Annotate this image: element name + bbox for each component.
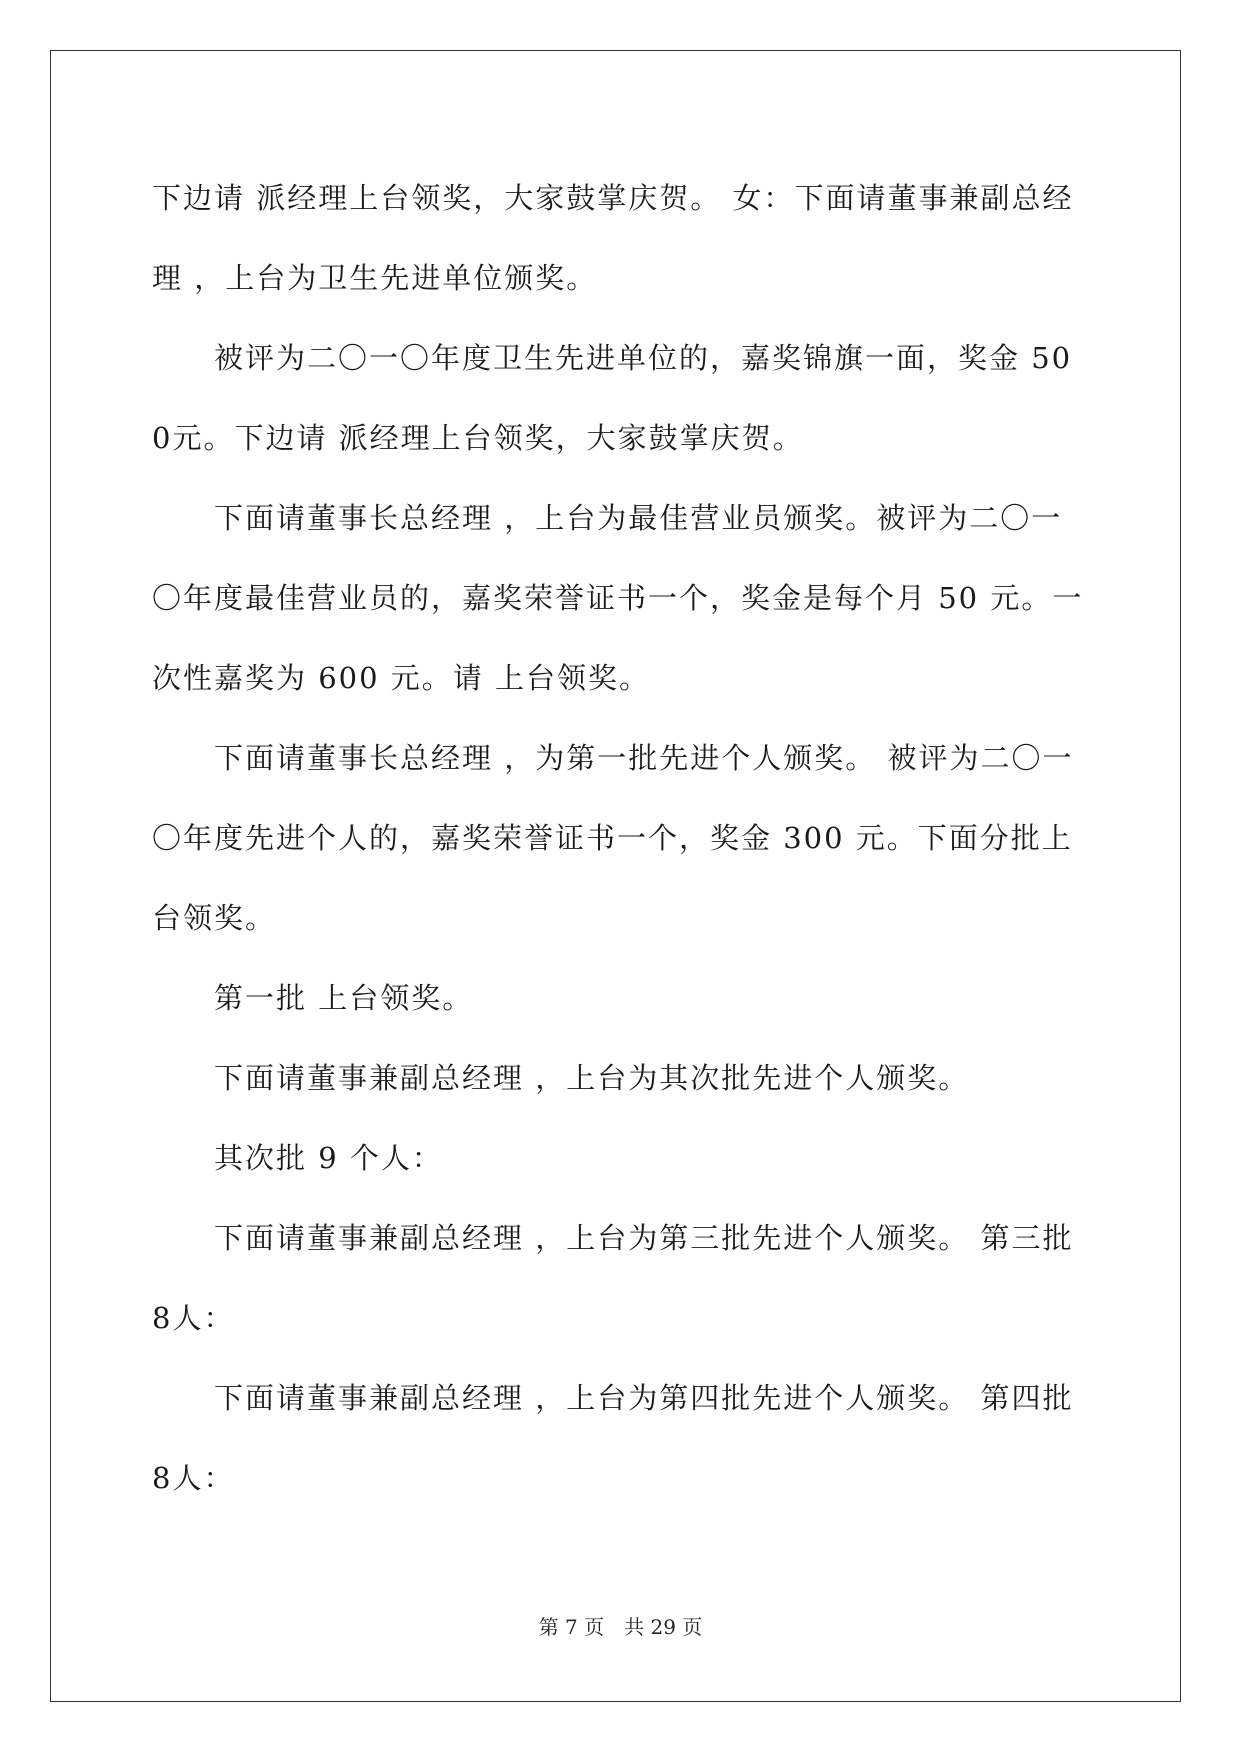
paragraph-2: 被评为二〇一〇年度卫生先进单位的，嘉奖锦旗一面，奖金 500元。下边请 派经理上台领奖，大家鼓掌庆贺。 xyxy=(152,341,1073,455)
paragraph-8: 下面请董事兼副总经理 ，上台为第三批先进个人颁奖。 第三批 8人： xyxy=(152,1221,1085,1335)
document-body xyxy=(152,158,1089,1518)
paragraph-7: 其次批 9 个人： xyxy=(214,1141,443,1175)
paragraph-3: 下面请董事长总经理 ，上台为最佳营业员颁奖。被评为二〇一〇年度最佳营业员的，嘉奖荣誉证书一个，奖金是每个月 50 元。一次性嘉奖为 600 元。请 上台领奖。 xyxy=(152,501,1084,695)
paragraph-1: 下边请 派经理上台领奖，大家鼓掌庆贺。 女：下面请董事兼副总经理 ，上台为卫生先进单位颁奖。 xyxy=(152,181,1074,295)
paragraph-4: 下面请董事长总经理 ，为第一批先进个人颁奖。 被评为二〇一〇年度先进个人的，嘉奖荣誉证书一个，奖金 300 元。下面分批上台领奖。 xyxy=(152,741,1074,935)
paragraph-9: 下面请董事兼副总经理 ，上台为第四批先进个人颁奖。 第四批 8人： xyxy=(152,1381,1085,1495)
paragraph-6: 下面请董事兼副总经理 ，上台为其次批先进个人颁奖。 xyxy=(214,1061,970,1095)
paragraph-5: 第一批 上台领奖。 xyxy=(214,981,474,1015)
page-number-footer: 第 7 页 共 29 页 xyxy=(538,1615,703,1639)
